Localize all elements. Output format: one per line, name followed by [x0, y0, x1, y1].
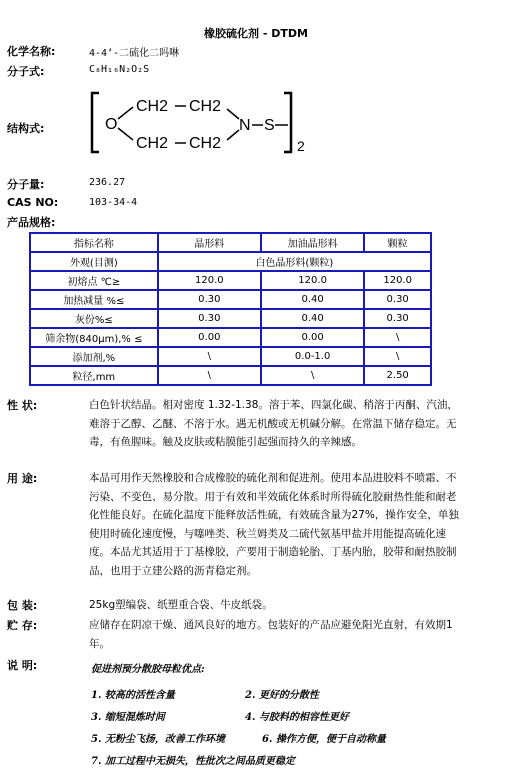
formula-label: 分子式:: [7, 65, 45, 78]
table-row: [30, 290, 431, 309]
header-cell: 颗粒: [364, 233, 431, 252]
pack-label: 包 装:: [7, 599, 38, 612]
table-row: [30, 366, 431, 385]
nitrogen-atom: N: [239, 117, 251, 134]
table-cell: 添加剂,%: [30, 347, 158, 366]
note-item: 5. 无粉尘飞扬，改善工作环境: [91, 734, 225, 745]
table-cell: 筛余物(840μm),% ≤: [30, 328, 158, 347]
note-label: 说 明:: [7, 659, 38, 672]
table-cell: 0.30: [158, 309, 261, 328]
note-item: 3. 缩短混炼时间: [91, 712, 165, 723]
table-row: [30, 252, 431, 271]
structural-formula: [89, 88, 319, 158]
note-item: 7. 加工过程中无损失，性批次之间品质更稳定: [91, 756, 295, 767]
structure-label: 结构式:: [7, 122, 45, 135]
note-item: 2. 更好的分散性: [245, 690, 319, 701]
table-cell: \: [364, 347, 431, 366]
mw-label: 分子量:: [7, 178, 45, 191]
page-title: 橡胶硫化剂 - DTDM: [204, 27, 308, 40]
table-cell: 粒径,mm: [30, 366, 158, 385]
table-cell: 加热减量 %≤: [30, 290, 158, 309]
structure-subscript: 2: [297, 138, 305, 154]
note-item: 4. 与胶料的相容性更好: [245, 712, 349, 723]
storage-text: 应储存在阴凉干燥、通风良好的地方。包装好的产品应避免阳光直射，有效期1年。: [89, 619, 453, 650]
sulfur-atom: S: [264, 117, 275, 134]
table-row: [30, 271, 431, 290]
table-cell: \: [158, 347, 261, 366]
note-item: 6. 操作方便，便于自动称量: [262, 734, 386, 745]
table-cell: \: [364, 328, 431, 347]
usage-text: 本品可用作天然橡胶和合成橡胶的硫化剂和促进剂。使用本品进胶料不喷霜、不污染、不变色、易分散。用于有效和半效硫化体系时所得硫化胶耐热性能和耐老化性能良好。在硫化温度下能释放活性硫，有效硫含量为27%，操作安全，单独使用时硫化速度慢，与噻唑类、秋兰姆类及二硫代氨基甲盐并用能提高硫化速度。本品尤其适用于丁基橡胶，产要用于制造轮胎、丁基内胎，胶带和耐热胶制品，也用于立建公路的沥青稳定剂。: [89, 472, 459, 577]
chem-name-value: 4-4’-二硫化二吗啉: [89, 48, 180, 59]
spec-label: 产品规格:: [7, 216, 56, 229]
table-row: [30, 309, 431, 328]
table-cell: 0.40: [261, 309, 364, 328]
table-cell: 灰份%≤: [30, 309, 158, 328]
table-cell: \: [261, 366, 364, 385]
ch2-bottom-left: CH2: [136, 135, 169, 152]
table-cell: 120.0: [158, 271, 261, 290]
table-cell: 120.0: [261, 271, 364, 290]
mw-value: 236.27: [89, 177, 126, 188]
table-cell: 0.00: [158, 328, 261, 347]
table-cell: 120.0: [364, 271, 431, 290]
usage-label: 用 途:: [7, 472, 38, 485]
oxygen-atom: O: [105, 116, 118, 133]
table-cell: 0.30: [364, 309, 431, 328]
ch2-bottom-right: CH2: [189, 135, 222, 152]
header-cell: 加油晶形料: [261, 233, 364, 252]
table-cell: 0.30: [364, 290, 431, 309]
table-cell: 外观(目测): [30, 252, 158, 271]
table-row: [30, 328, 431, 347]
storage-label: 贮 存:: [7, 619, 38, 632]
cas-value: 103-34-4: [89, 197, 138, 208]
table-cell: 2.50: [364, 366, 431, 385]
note-heading: 促进剂预分散胶母粒优点:: [91, 664, 205, 675]
header-cell: 指标名称: [30, 233, 158, 252]
cas-label: CAS NO:: [7, 196, 59, 209]
table-cell: 初熔点 ℃≥: [30, 271, 158, 290]
ch2-top-right: CH2: [189, 98, 222, 115]
table-header-row: [30, 233, 431, 252]
table-cell: \: [158, 366, 261, 385]
pack-text: 25kg塑编袋、纸塑重合袋、牛皮纸袋。: [89, 599, 273, 611]
table-cell: 0.0-1.0: [261, 347, 364, 366]
table-cell: 0.30: [158, 290, 261, 309]
props-label: 性 状:: [7, 399, 38, 412]
props-text: 白色针状结晶。相对密度 1.32-1.38。溶于苯、四氯化碳、稍溶于丙酮、汽油，难溶于乙醇、乙醚、不溶于水。遇无机酸或无机碱分解。在常温下储存稳定。无毒，有鱼腥味。触及皮肤或粘膜能引起强而持久的辛辣感。: [89, 399, 458, 448]
table-row: [30, 347, 431, 366]
table-cell: 0.00: [261, 328, 364, 347]
header-cell: 晶形料: [158, 233, 261, 252]
formula-value: C₈H₁₆N₂O₂S: [89, 64, 150, 75]
chem-name-label: 化学名称:: [7, 45, 56, 58]
ch2-top-left: CH2: [136, 98, 169, 115]
note-item: 1. 较高的活性含量: [91, 690, 175, 701]
table-cell: 0.40: [261, 290, 364, 309]
table-cell: 白色晶形料(颗粒): [158, 252, 431, 271]
spec-table: [29, 232, 432, 386]
